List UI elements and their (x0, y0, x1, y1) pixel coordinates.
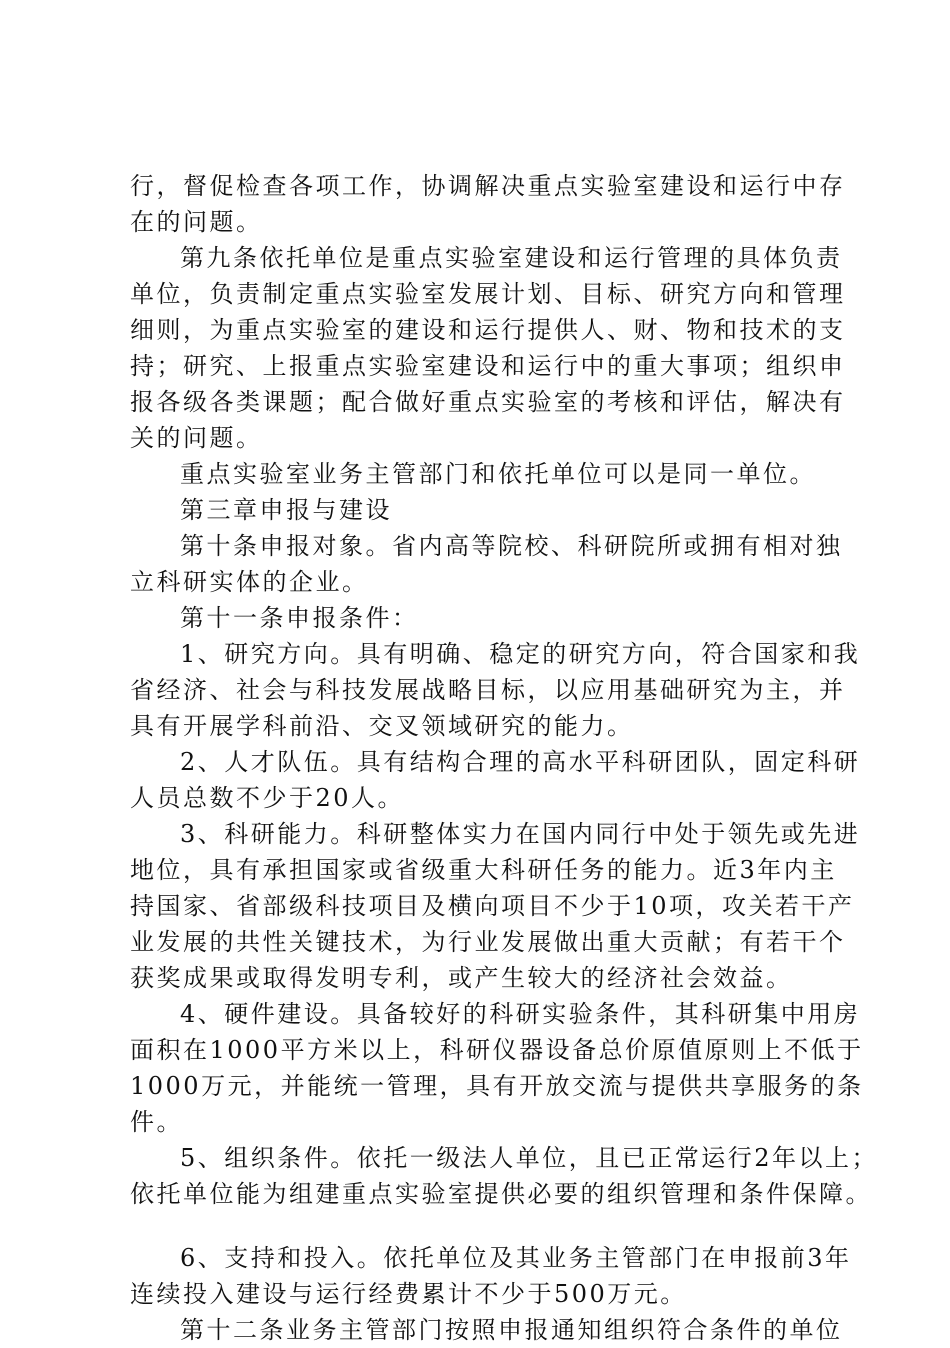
text-line: 省经济、社会与科技发展战略目标，以应用基础研究为主，并 (130, 676, 846, 704)
list-item-2: 2、人才队伍。具有结构合理的高水平科研团队，固定科研 (180, 748, 861, 776)
text-line: 关的问题。 (130, 424, 263, 452)
text-line: 件。 (130, 1108, 183, 1136)
text-line: 细则，为重点实验室的建设和运行提供人、财、物和技术的支 (130, 316, 846, 344)
text-line: 持；研究、上报重点实验室建设和运行中的重大事项；组织申 (130, 352, 846, 380)
list-item-5: 5、组织条件。依托一级法人单位，且已正常运行2年以上； (180, 1144, 879, 1172)
chapter-heading: 第三章申报与建设 (180, 496, 392, 524)
text-line: 单位，负责制定重点实验室发展计划、目标、研究方向和管理 (130, 280, 846, 308)
paragraph-article-9: 第九条依托单位是重点实验室建设和运行管理的具体负责 (180, 244, 843, 272)
paragraph-article-11: 第十一条申报条件： (180, 604, 419, 632)
list-item-4: 4、硬件建设。具备较好的科研实验条件，其科研集中用房 (180, 1000, 861, 1028)
paragraph-article-12: 第十二条业务主管部门按照申报通知组织符合条件的单位 (180, 1316, 843, 1344)
text-line: 地位，具有承担国家或省级重大科研任务的能力。近3年内主 (130, 856, 837, 884)
text-line: 报各级各类课题；配合做好重点实验室的考核和评估，解决有 (130, 388, 846, 416)
text-line: 获奖成果或取得发明专利，或产生较大的经济社会效益。 (130, 964, 793, 992)
paragraph-article-10: 第十条申报对象。省内高等院校、科研院所或拥有相对独 (180, 532, 843, 560)
list-item-1: 1、研究方向。具有明确、稳定的研究方向，符合国家和我 (180, 640, 861, 668)
text-line: 连续投入建设与运行经费累计不少于500万元。 (130, 1280, 687, 1308)
text-line: 立科研实体的企业。 (130, 568, 369, 596)
text-line: 1000万元，并能统一管理，具有开放交流与提供共享服务的条 (130, 1072, 864, 1100)
document-page (130, 168, 879, 1348)
list-item-3: 3、科研能力。科研整体实力在国内同行中处于领先或先进 (180, 820, 861, 848)
text-line: 依托单位能为组建重点实验室提供必要的组织管理和条件保障。 (130, 1180, 872, 1208)
paragraph-gap (130, 1212, 840, 1240)
text-line: 持国家、省部级科技项目及横向项目不少于10项，攻关若干产 (130, 892, 855, 920)
paragraph-same-unit: 重点实验室业务主管部门和依托单位可以是同一单位。 (180, 460, 816, 488)
text-line: 业发展的共性关键技术，为行业发展做出重大贡献；有若干个 (130, 928, 846, 956)
list-item-6: 6、支持和投入。依托单位及其业务主管部门在申报前3年 (180, 1244, 852, 1272)
text-line: 人员总数不少于20人。 (130, 784, 405, 812)
text-line: 面积在1000平方米以上，科研仪器设备总价原值原则上不低于 (130, 1036, 864, 1064)
text-line: 具有开展学科前沿、交叉领域研究的能力。 (130, 712, 634, 740)
text-line: 行，督促检查各项工作，协调解决重点实验室建设和运行中存 (130, 172, 846, 200)
text-line: 在的问题。 (130, 208, 263, 236)
